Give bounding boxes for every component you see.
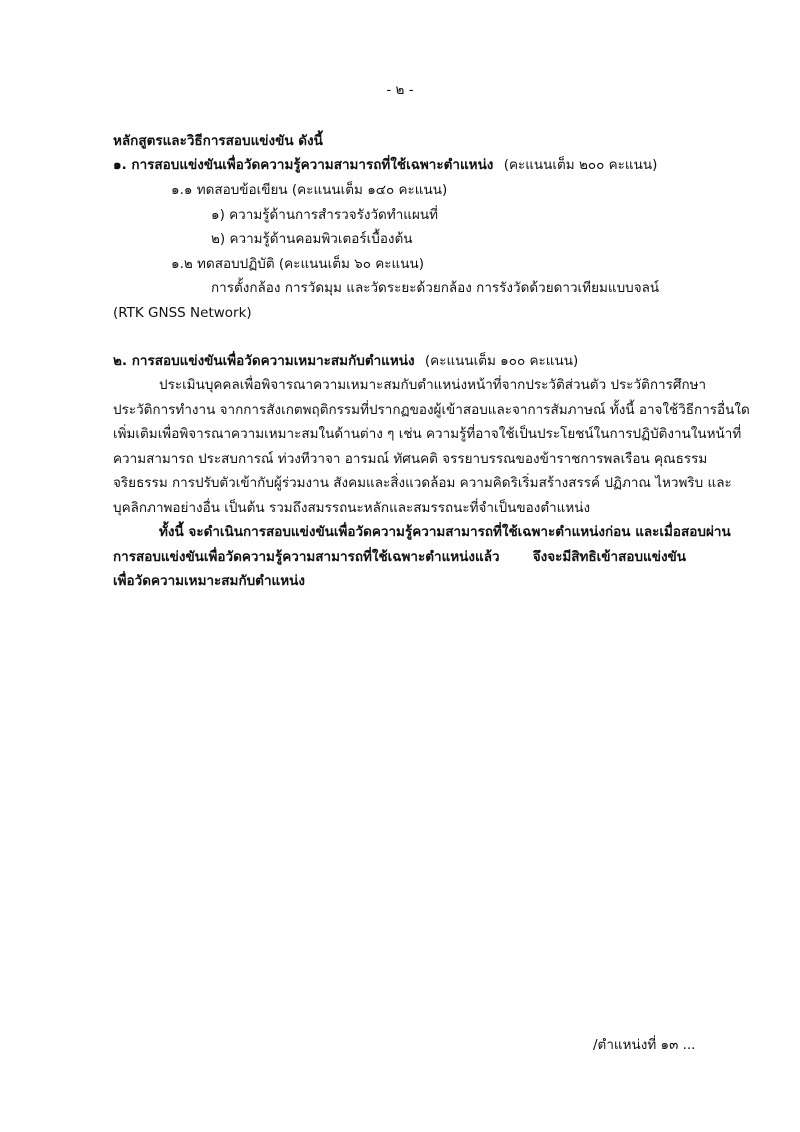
section2-score: (คะแนนเต็ม ๑๐๐ คะแนน): [424, 353, 579, 369]
section2-title: ๒. การสอบแข่งขันเพื่อวัดความเหมาะสมกับตำแหน่ง: [113, 353, 415, 369]
page-number: - ๒ -: [386, 82, 414, 98]
paragraph-line: บุคลิกภาพอย่างอื่น เป็นต้น รวมถึงสมรรถนะหลักและสมรรถนะที่จำเป็นของตำแหน่ง: [113, 499, 591, 516]
closing-line: เพื่อวัดความเหมาะสมกับตำแหน่ง: [113, 573, 305, 589]
closing-line: ทั้งนี้ จะดำเนินการสอบแข่งขันเพื่อวัดความรู้ความสามารถที่ใช้เฉพาะตำแหน่งก่อน และเมื่อสอบผ่าน: [159, 524, 731, 540]
exam-heading: หลักสูตรและวิธีการสอบแข่งขัน ดังนี้: [113, 133, 323, 149]
paragraph-line: จริยธรรม การปรับตัวเข้ากับผู้ร่วมงาน สังคมและสิ่งแวดล้อม ความคิดริเริ่มสร้างสรรค์ ปฏิภาณ ไหวพริบ และ: [113, 475, 732, 491]
footer-continuation: /ตำแหน่งที่ ๑๓ ...: [593, 1037, 696, 1053]
closing-line: การสอบแข่งขันเพื่อวัดความรู้ความสามารถที่ใช้เฉพาะตำแหน่งแล้ว จึงจะมีสิทธิเข้าสอบแข่งขัน: [113, 548, 686, 565]
paragraph-line: ประวัติการทำงาน จากการสังเกตพฤติกรรมที่ปรากฏของผู้เข้าสอบและจาการสัมภาษณ์ ทั้งนี้ อาจใช้วิธีการอื่นใด: [113, 401, 750, 418]
section2-paragraph: [113, 373, 750, 520]
paragraph-line: ประเมินบุคคลเพื่อพิจารณาความเหมาะสมกับตำแหน่งหน้าที่จากประวัติส่วนตัว ประวัติการศึกษา: [159, 377, 707, 393]
section1-sub1-title: ๑.๑ ทดสอบข้อเขียน (คะแนนเต็ม ๑๔๐ คะแนน): [171, 182, 448, 198]
section1-sub1-item: ๒) ความรู้ด้านคอมพิวเตอร์เบื้องต้น: [211, 231, 413, 247]
section1-sub2-description-cont: (RTK GNSS Network): [113, 305, 252, 321]
section1-title: ๑. การสอบแข่งขันเพื่อวัดความรู้ความสามารถที่ใช้เฉพาะตำแหน่ง: [113, 157, 494, 173]
section1-heading-line: [113, 155, 657, 175]
section1-sub2-title: ๑.๒ ทดสอบปฏิบัติ (คะแนนเต็ม ๖๐ คะแนน): [171, 256, 424, 272]
paragraph-line: เพิ่มเติมเพื่อพิจารณาความเหมาะสมในด้านต่าง ๆ เช่น ความรู้ที่อาจใช้เป็นประโยชน์ในการปฏิบัติงานในหน้าที่: [113, 426, 742, 442]
section1-sub2-description: การตั้งกล้อง การวัดมุม และวัดระยะด้วยกล้อง การรังวัดด้วยดาวเทียมแบบจลน์: [211, 280, 660, 296]
paragraph-line: ความสามารถ ประสบการณ์ ท่วงทีวาจา อารมณ์ ทัศนคติ จรรยาบรรณของข้าราชการพลเรือน คุณธรรม: [113, 450, 708, 467]
closing-paragraph: [113, 520, 731, 594]
section1-score: (คะแนนเต็ม ๒๐๐ คะแนน): [503, 157, 658, 173]
section1-sub1-item: ๑) ความรู้ด้านการสำรวจรังวัดทำแผนที่: [211, 207, 439, 223]
section2-heading-line: [113, 351, 578, 371]
